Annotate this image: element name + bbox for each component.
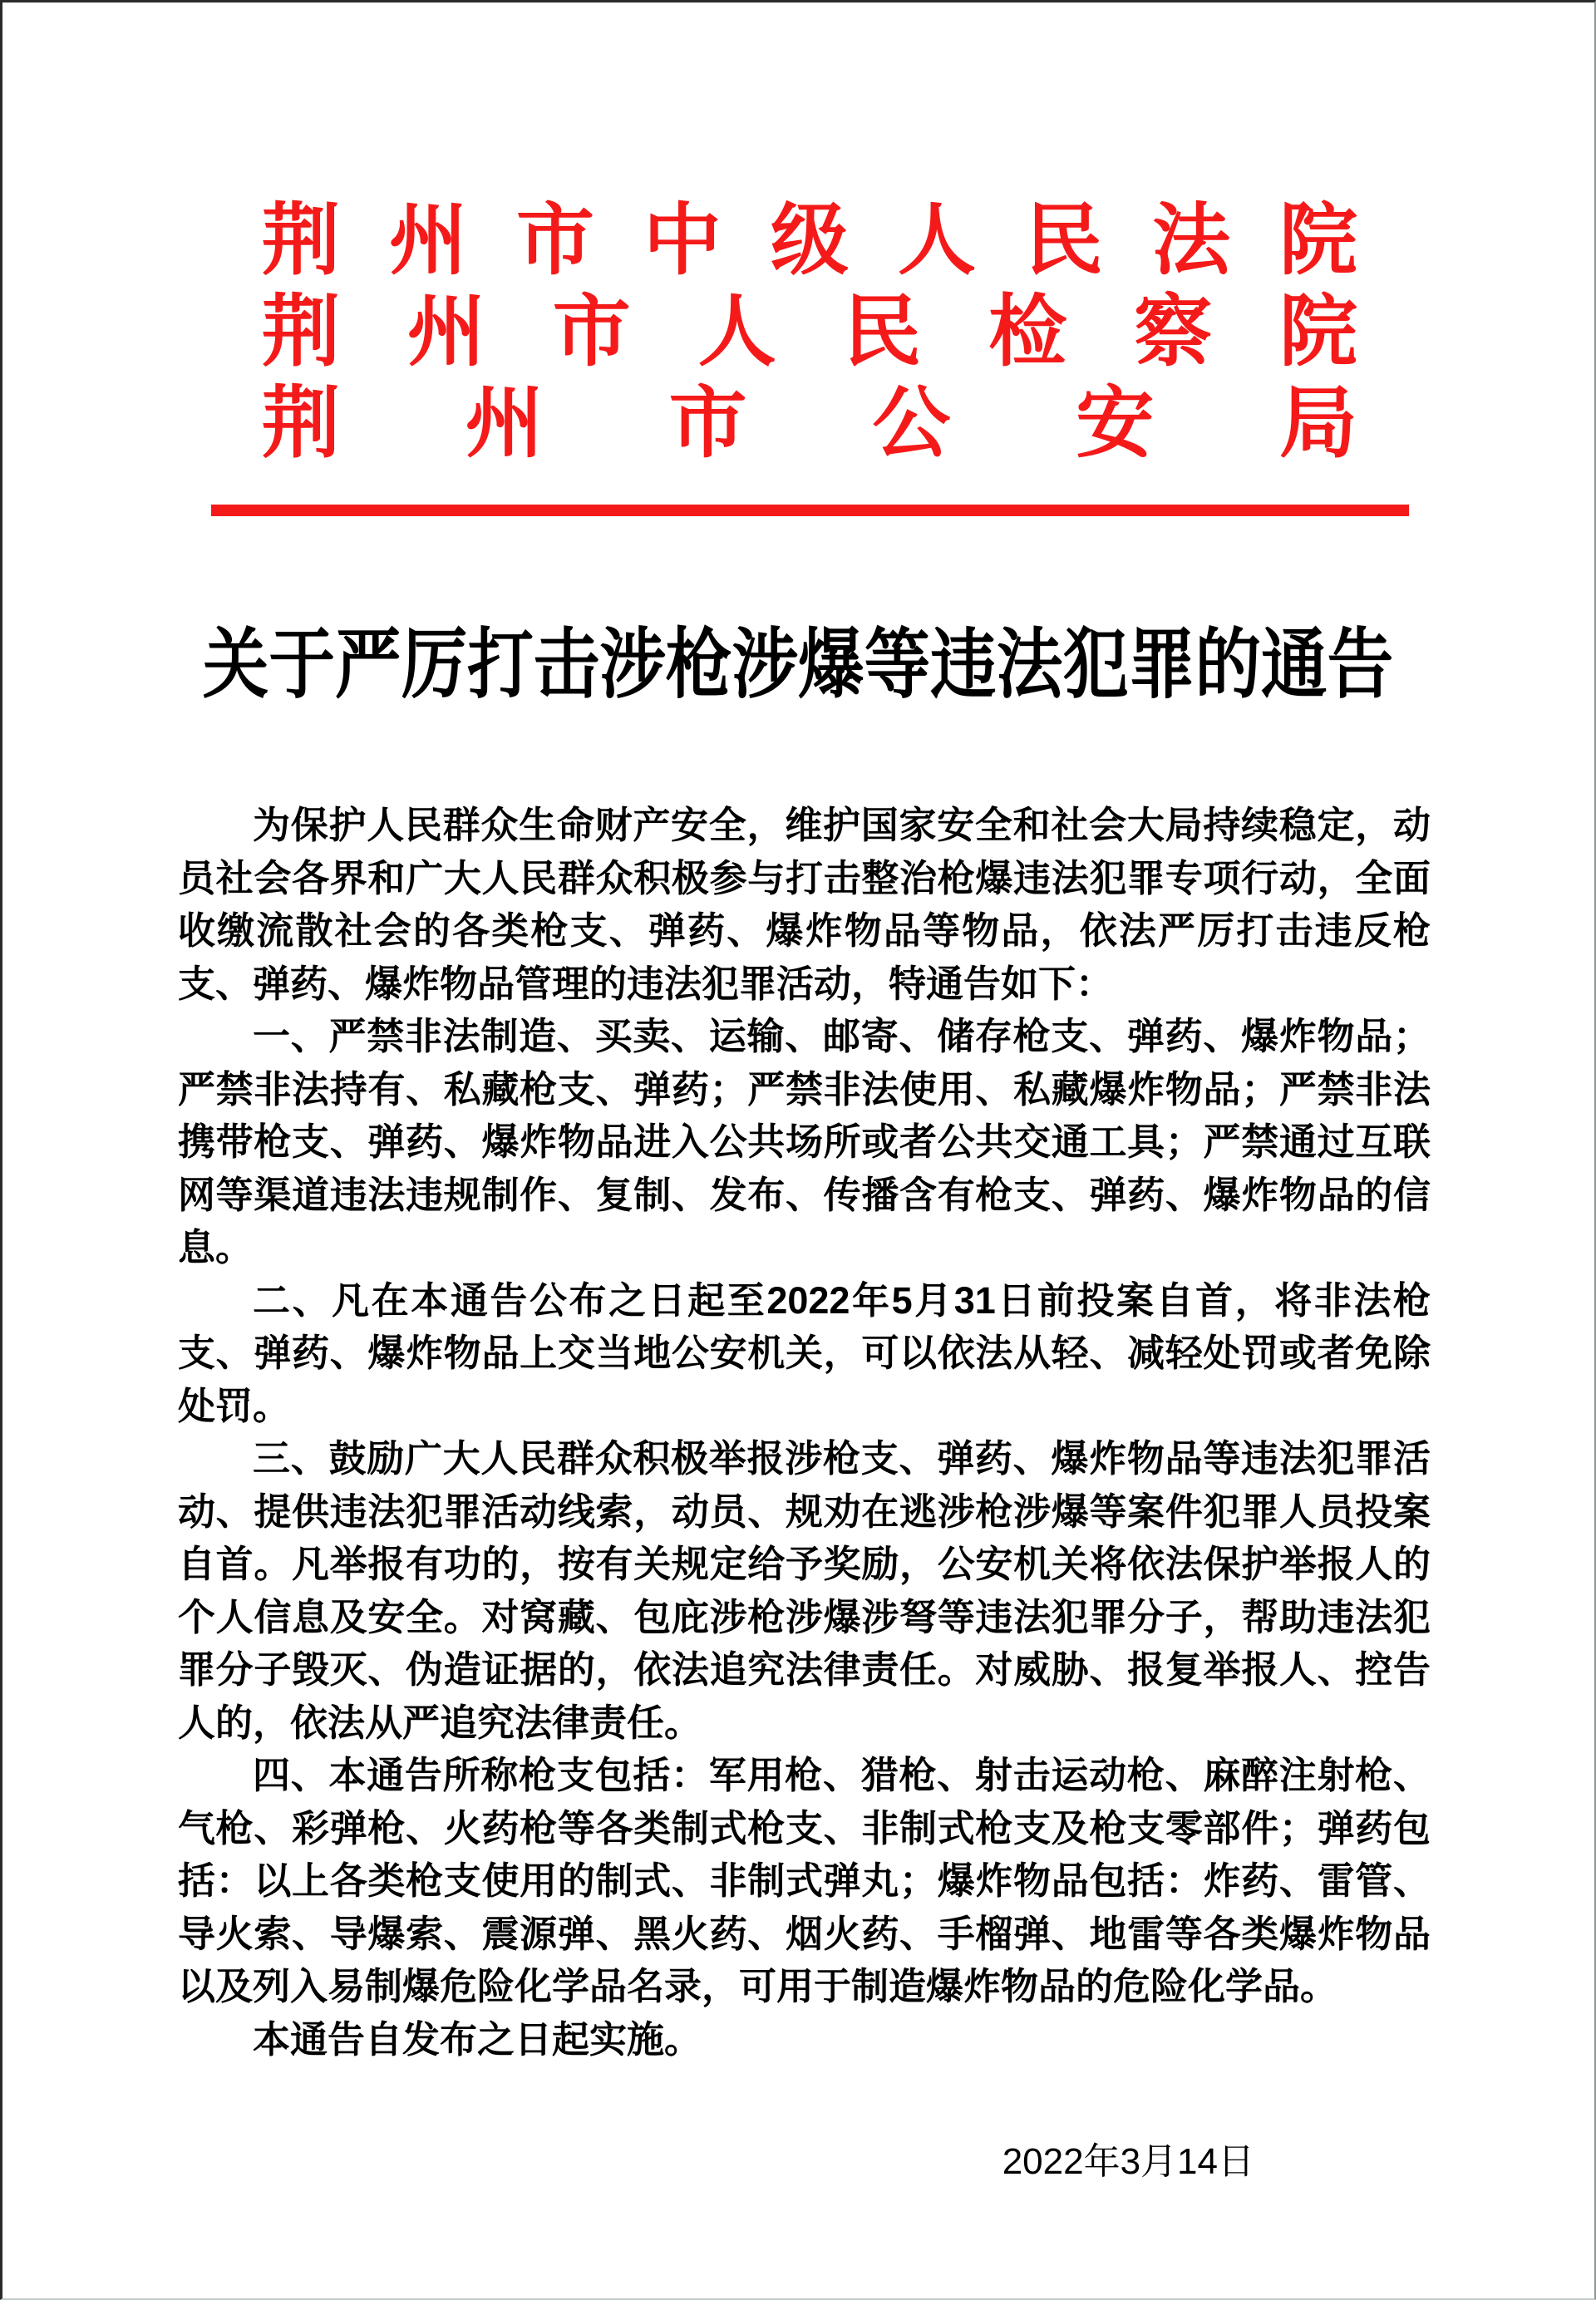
issuer-court: 荆州市中级人民法院 [262,198,1357,284]
paragraph-effective: 本通告自发布之日起实施。 [253,2017,702,2061]
title-container [2,623,1594,707]
issuer-procuratorate: 荆州市人民检察院 [262,289,1357,376]
paragraph-item-1: 一、严禁非法制造、买卖、运输、邮寄、储存枪支、弹药、爆炸物品；严禁非法持有、私藏枪支、弹药；严禁非法使用、私藏爆炸物品；严禁非法携带枪支、弹药、爆炸物品进入公共场所或者公共交通工具；严禁通过互联网等渠道违法违规制作、复制、发布、传播含有枪支、弹药、爆炸物品的信息。 [178,1015,1431,1268]
notice-body [178,799,1431,2066]
paragraph-item-4: 四、本通告所称枪支包括：军用枪、猎枪、射击运动枪、麻醉注射枪、气枪、彩弹枪、火药枪等各类制式枪支、非制式枪支及枪支零部件；弹药包括：以上各类枪支使用的制式、非制式弹丸；爆炸物品包括：炸药、雷管、导火索、导爆索、震源弹、黑火药、烟火药、手榴弹、地雷等各类爆炸物品以及列入易制爆危险化学品名录，可用于制造爆炸物品的危险化学品。 [178,1754,1431,2007]
letterhead [262,195,1357,470]
issuer-public-security-bureau: 荆州市公安局 [262,381,1357,467]
notice-title: 关于严厉打击涉枪涉爆等违法犯罪的通告 [203,623,1394,707]
paragraph-item-3: 三、鼓励广大人民群众积极举报涉枪支、弹药、爆炸物品等违法犯罪活动、提供违法犯罪活动线索，动员、规劝在逃涉枪涉爆等案件犯罪人员投案自首。凡举报有功的，按有关规定给予奖励，公安机关将依法保护举报人的个人信息及安全。对窝藏、包庇涉枪涉爆涉弩等违法犯罪分子，帮助违法犯罪分子毁灭、伪造证据的，依法追究法律责任。对威胁、报复举报人、控告人的，依法从严追究法律责任。 [178,1437,1431,1744]
paragraph-preamble: 为保护人民群众生命财产安全，维护国家安全和社会大局持续稳定，动员社会各界和广大人民群众积极参与打击整治枪爆违法犯罪专项行动，全面收缴流散社会的各类枪支、弹药、爆炸物品等物品，依法严厉打击违反枪支、弹药、爆炸物品管理的违法犯罪活动，特通告如下： [178,804,1431,1005]
red-divider-rule [211,505,1409,516]
issue-date: 2022年3月14日 [1002,2141,1254,2182]
paragraph-item-2: 二、凡在本通告公布之日起至2022年5月31日前投案自首，将非法枪支、弹药、爆炸物品上交当地公安机关，可以依法从轻、减轻处罚或者免除处罚。 [178,1278,1431,1427]
